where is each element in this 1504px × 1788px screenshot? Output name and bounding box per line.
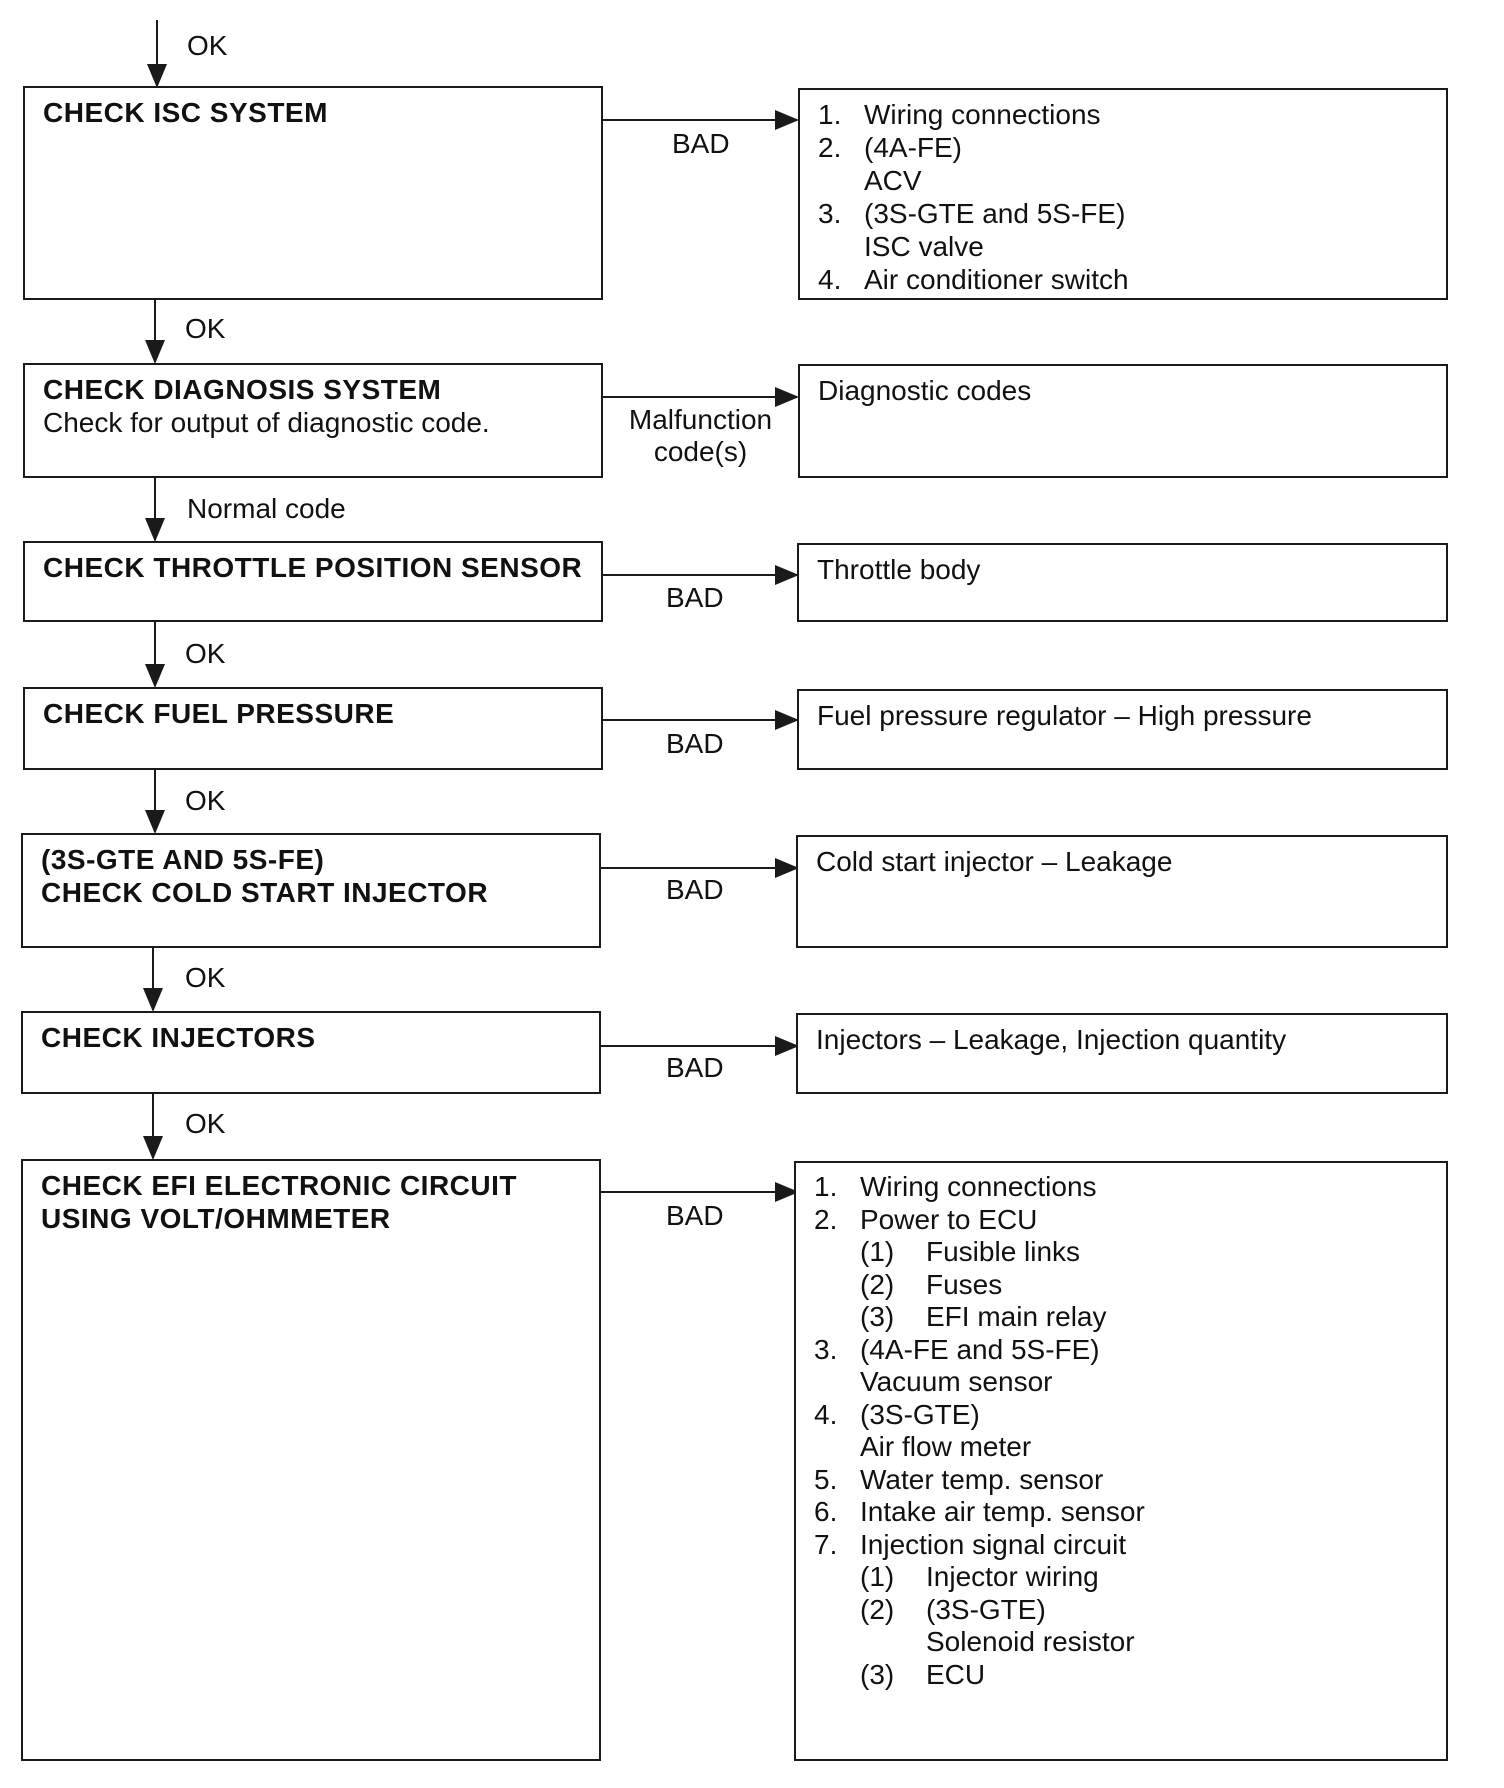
result-row	[814, 1594, 1428, 1627]
result-isc-system	[798, 88, 1448, 300]
step-check-fuel-pressure	[23, 687, 603, 770]
branch-label-bad: BAD	[672, 128, 730, 159]
step-title: CHECK ISC SYSTEM	[43, 97, 328, 128]
result-row	[814, 1366, 1428, 1399]
next-label-ok: OK	[185, 638, 226, 669]
result-throttle-body: Throttle body	[797, 543, 1448, 622]
result-row	[814, 1496, 1428, 1529]
step-title: USING VOLT/OHMMETER	[41, 1203, 391, 1234]
result-row	[818, 263, 1428, 296]
result-text: Air flow meter	[860, 1431, 1032, 1462]
result-row	[814, 1301, 1428, 1334]
result-subnumber: (2)	[860, 1593, 895, 1625]
result-text: Solenoid resistor	[926, 1626, 1135, 1657]
branch-label-bad: BAD	[666, 874, 724, 905]
result-number: 2.	[818, 132, 842, 163]
result-number	[814, 1561, 860, 1594]
result-row	[814, 1529, 1428, 1562]
result-number	[814, 1659, 860, 1692]
result-row	[814, 1561, 1428, 1594]
result-subnumber: (2)	[860, 1268, 895, 1300]
result-row	[818, 164, 1428, 197]
result-row	[814, 1269, 1428, 1302]
result-number: 3.	[818, 198, 842, 229]
result-number: 2.	[814, 1203, 838, 1235]
result-text: Wiring connections	[860, 1171, 1097, 1202]
result-number	[818, 164, 864, 197]
result-text: (3S-GTE and 5S-FE)	[864, 198, 1126, 229]
result-text: Water temp. sensor	[860, 1463, 1104, 1495]
result-row	[818, 131, 1428, 164]
result-number	[814, 1594, 860, 1627]
result-number: 1.	[814, 1171, 838, 1202]
result-text: (3S-GTE)	[926, 1593, 1046, 1625]
result-row	[814, 1399, 1428, 1432]
result-number	[814, 1626, 860, 1659]
result-text: Intake air temp. sensor	[860, 1496, 1145, 1527]
result-number: 5.	[814, 1463, 838, 1495]
result-text: Air conditioner switch	[864, 264, 1129, 295]
result-row	[814, 1464, 1428, 1497]
step-subtitle: Check for output of diagnostic code.	[43, 407, 490, 438]
step-title: CHECK THROTTLE POSITION SENSOR	[43, 552, 583, 583]
top-ok-label: OK	[187, 30, 228, 61]
result-text: EFI main relay	[926, 1301, 1107, 1332]
result-row	[818, 197, 1428, 230]
efi-result-list	[814, 1171, 1428, 1691]
result-subnumber: (3)	[860, 1658, 895, 1690]
result-text: Fusible links	[926, 1236, 1081, 1267]
result-fuel-pressure-regulator: Fuel pressure regulator – High pressure	[797, 689, 1448, 770]
result-text: Wiring connections	[864, 99, 1101, 130]
result-subnumber: (3)	[860, 1301, 895, 1332]
next-label-ok: OK	[185, 313, 226, 344]
result-subnumber: (1)	[860, 1561, 895, 1592]
result-number	[814, 1431, 860, 1464]
result-text: ACV	[864, 165, 922, 196]
result-number: 4.	[814, 1398, 838, 1430]
result-row	[814, 1431, 1428, 1464]
step-check-diagnosis-system	[23, 363, 603, 478]
result-number	[818, 230, 864, 263]
result-text: ISC valve	[864, 231, 984, 262]
result-text: Injector wiring	[926, 1561, 1099, 1592]
result-text: Fuses	[926, 1268, 1003, 1300]
result-number: 6.	[814, 1496, 838, 1527]
step-check-isc-system	[23, 86, 603, 300]
result-injectors: Injectors – Leakage, Injection quantity	[796, 1013, 1448, 1094]
step-title: CHECK INJECTORS	[41, 1022, 316, 1053]
step-title: CHECK COLD START INJECTOR	[41, 877, 489, 908]
next-label-ok: OK	[185, 962, 226, 993]
result-text: Power to ECU	[860, 1203, 1038, 1235]
result-row	[814, 1659, 1428, 1692]
result-subnumber	[860, 1626, 926, 1659]
branch-label-bad: BAD	[666, 1200, 724, 1231]
result-number	[814, 1269, 860, 1302]
result-number	[814, 1366, 860, 1399]
result-row	[818, 98, 1428, 131]
result-text: Injection signal circuit	[860, 1528, 1127, 1560]
result-text: ECU	[926, 1658, 986, 1690]
next-label-ok: OK	[185, 785, 226, 816]
result-text: (3S-GTE)	[860, 1398, 980, 1430]
step-check-throttle-position-sensor	[23, 541, 603, 622]
step-check-injectors	[21, 1011, 601, 1094]
result-row	[814, 1236, 1428, 1269]
next-label-normal-code: Normal code	[187, 493, 346, 524]
branch-label-bad: BAD	[666, 728, 724, 759]
result-number: 1.	[818, 99, 842, 130]
result-cold-start-injector: Cold start injector – Leakage	[796, 835, 1448, 948]
result-text: (4A-FE)	[864, 132, 962, 163]
result-number: 4.	[818, 264, 842, 295]
result-row	[814, 1171, 1428, 1204]
result-row	[814, 1626, 1428, 1659]
step-title: CHECK EFI ELECTRONIC CIRCUIT	[41, 1170, 517, 1201]
branch-label-malfunction: Malfunction code(s)	[628, 404, 773, 467]
branch-label-bad: BAD	[666, 1052, 724, 1083]
step-check-cold-start-injector	[21, 833, 601, 948]
result-efi-electronic-circuit	[794, 1161, 1448, 1761]
result-row	[814, 1334, 1428, 1367]
result-row	[814, 1204, 1428, 1237]
result-number: 7.	[814, 1528, 838, 1560]
result-number: 3.	[814, 1333, 838, 1365]
result-subnumber: (1)	[860, 1236, 895, 1267]
step-title: (3S-GTE AND 5S-FE)	[41, 844, 325, 875]
next-label-ok: OK	[185, 1108, 226, 1139]
result-number	[814, 1236, 860, 1269]
result-number	[814, 1301, 860, 1334]
step-title: CHECK FUEL PRESSURE	[43, 698, 395, 729]
step-check-efi-electronic-circuit	[21, 1159, 601, 1761]
step-title: CHECK DIAGNOSIS SYSTEM	[43, 374, 442, 405]
result-diagnostic-codes: Diagnostic codes	[798, 364, 1448, 478]
result-text: Vacuum sensor	[860, 1366, 1053, 1397]
result-row	[818, 230, 1428, 263]
branch-label-bad: BAD	[666, 582, 724, 613]
result-text: (4A-FE and 5S-FE)	[860, 1333, 1100, 1365]
